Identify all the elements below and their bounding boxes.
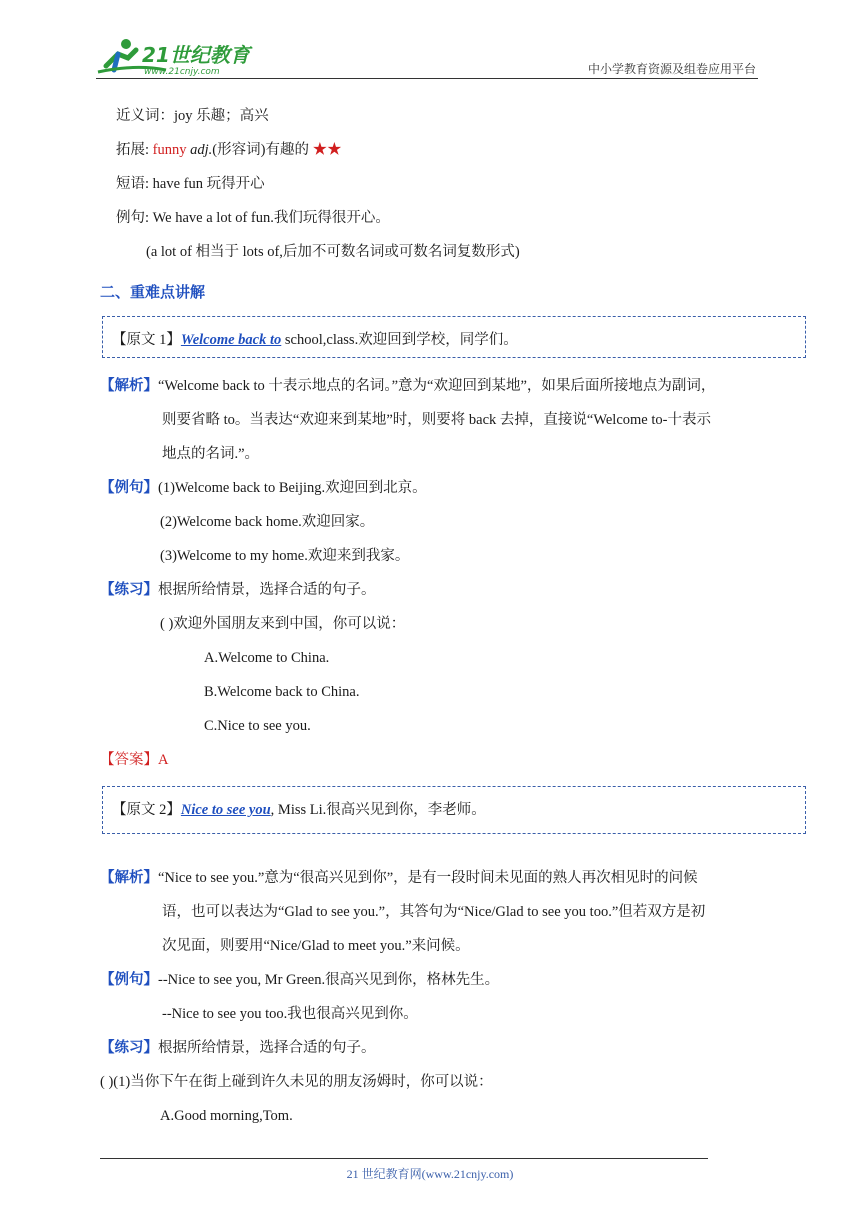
original-text-2 [112, 800, 486, 820]
section-title: 二、重难点讲解 [100, 283, 206, 301]
question-2: ( )(1)当你下午在街上碰到许久未见的朋友汤姆时，你可以说： [100, 1074, 493, 1090]
svg-text:21世纪教育: 21世纪教育 [142, 43, 250, 67]
analysis-1-line-1 [100, 376, 715, 396]
usage-note: (a lot of 相当于 lots of,后加不可数名词或可数名词复数形式) [146, 244, 520, 260]
example-tag-2: 【例句】 [100, 972, 158, 988]
original-sentence-1: school,class.欢迎回到学校，同学们。 [281, 332, 518, 348]
extension-meaning: (形容词)有趣的 [212, 142, 313, 158]
practice-1-text: 根据所给情景，选择合适的句子。 [158, 582, 376, 598]
synonym-line: 近义词：joy 乐趣；高兴 [116, 108, 269, 124]
analysis-2-line-2: 语，也可以表达为“Glad to see you.”，其答句为“Nice/Glad to see you too.”但若双方是初 [162, 904, 706, 920]
practice-1 [100, 580, 376, 600]
example-2-text-1: --Nice to see you, Mr Green.很高兴见到你，格林先生。 [158, 972, 500, 988]
star-rating-icon: ★★ [312, 142, 342, 158]
example-tag-1: 【例句】 [100, 480, 158, 496]
analysis-1-text-1: “Welcome back to 十表示地点的名词。”意为“欢迎回到某地”，如果后面所接地点为副词， [158, 378, 716, 394]
practice-tag-2: 【练习】 [100, 1040, 158, 1056]
svg-text:www.21cnjy.com: www.21cnjy.com [144, 67, 220, 77]
logo [96, 36, 266, 78]
example-1-line-2: (2)Welcome back home.欢迎回家。 [160, 514, 375, 530]
option-b: B.Welcome back to China. [204, 684, 360, 700]
runner-logo-icon [96, 36, 266, 78]
practice-2-text: 根据所给情景，选择合适的句子。 [158, 1040, 376, 1056]
practice-tag-1: 【练习】 [100, 582, 158, 598]
footer-divider [100, 1158, 708, 1159]
header-divider [96, 78, 758, 79]
analysis-1-line-3: 地点的名词.”。 [162, 446, 260, 462]
original-sentence-2: , Miss Li.很高兴见到你，李老师。 [270, 802, 486, 818]
example-1-text-1: (1)Welcome back to Beijing.欢迎回到北京。 [158, 480, 427, 496]
analysis-tag-1: 【解析】 [100, 378, 158, 394]
footer-text: 21 世纪教育网(www.21cnjy.com) [346, 1167, 514, 1181]
analysis-2-line-3: 次见面，则要用“Nice/Glad to meet you.”来问候。 [162, 938, 470, 954]
extension-word: funny [152, 142, 187, 158]
key-phrase-2: Nice to see you [180, 802, 271, 818]
option-2a: A.Good morning,Tom. [160, 1108, 293, 1124]
option-c: C.Nice to see you. [204, 718, 311, 734]
analysis-2-text-1: “Nice to see you.”意为“很高兴见到你”，是有一段时间未见面的熟人再次相见时的问候 [158, 870, 698, 886]
extension-pos: adj. [186, 142, 213, 158]
extension-line [116, 140, 342, 160]
extension-prefix: 拓展: [116, 142, 153, 158]
option-a: A.Welcome to China. [204, 650, 330, 666]
original-text-1 [112, 330, 518, 350]
example-1-line-3: (3)Welcome to my home.欢迎来到我家。 [160, 548, 410, 564]
example-2-line-1 [100, 970, 499, 990]
platform-name: 中小学教育资源及组卷应用平台 [587, 62, 756, 76]
practice-2 [100, 1038, 376, 1058]
original-label-1: 【原文 1】 [112, 332, 181, 348]
analysis-2-line-1 [100, 868, 698, 888]
phrase-line: 短语: have fun 玩得开心 [116, 176, 265, 192]
example-1-line-1 [100, 478, 427, 498]
example-2-line-2: --Nice to see you too.我也很高兴见到你。 [162, 1006, 418, 1022]
example-line: 例句: We have a lot of fun.我们玩得很开心。 [116, 210, 390, 226]
original-label-2: 【原文 2】 [112, 802, 181, 818]
answer-1: 【答案】A [100, 752, 169, 768]
key-phrase-1: Welcome back to [180, 332, 282, 348]
analysis-tag-2: 【解析】 [100, 870, 158, 886]
question-1: ( )欢迎外国朋友来到中国，你可以说： [160, 616, 406, 632]
analysis-1-line-2: 则要省略 to。当表达“欢迎来到某地”时，则要将 back 去掉，直接说“Welcome to-十表示 [162, 412, 711, 428]
